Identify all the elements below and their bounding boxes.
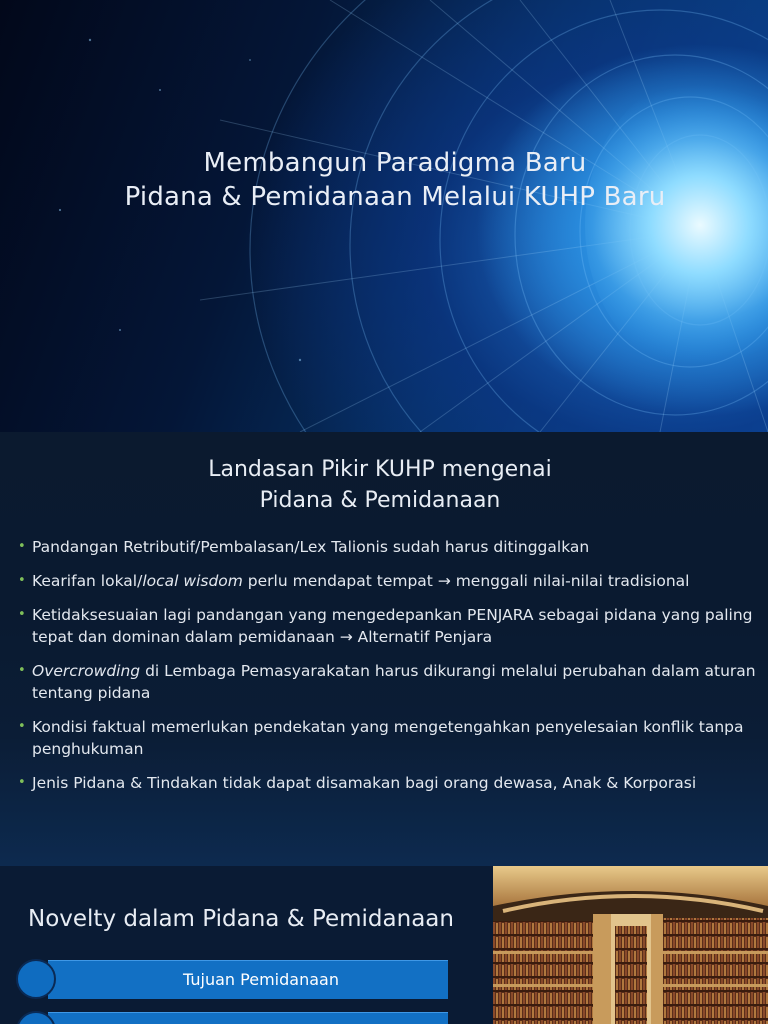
bullet-item (18, 604, 758, 648)
bullet-text: Jenis Pidana & Tindakan tidak dapat disamakan bagi orang dewasa, Anak & Korporasi (32, 774, 697, 792)
novelty-item-tujuan[interactable] (48, 960, 448, 999)
library-bookshelf-image (493, 866, 768, 1024)
slide-landasan-pikir (0, 432, 768, 866)
bullet-text: di Lembaga Pemasyarakatan harus dikurangi melalui perubahan dalam aturan tentang pidana (32, 662, 756, 702)
bullet-italic-text: Overcrowding (32, 662, 141, 680)
slide-novelty (0, 866, 768, 1024)
novelty-item-next[interactable] (48, 1012, 448, 1024)
bullet-list (18, 536, 758, 806)
title-line-1: Membangun Paradigma Baru (203, 148, 587, 178)
slide2-heading-line-2: Pidana & Pemidanaan (259, 488, 501, 513)
bullet-item (18, 716, 758, 760)
novelty-item-label: Tujuan Pemidanaan (183, 970, 339, 989)
tunnel-background-graphic (0, 0, 768, 432)
bullet-item (18, 536, 758, 558)
bullet-text: Kearifan lokal/ (32, 572, 143, 590)
bullet-item (18, 660, 758, 704)
slide3-heading: Novelty dalam Pidana & Pemidanaan (28, 906, 454, 932)
bullet-text: Kondisi faktual memerlukan pendekatan yang mengetengahkan penyelesaian konflik tanpa penghukuman (32, 718, 744, 758)
slide-title (0, 0, 768, 432)
bullet-item (18, 570, 758, 592)
slide2-heading-line-1: Landasan Pikir KUHP mengenai (208, 457, 552, 482)
bullet-text: Pandangan Retributif/Pembalasan/Lex Talionis sudah harus ditinggalkan (32, 538, 590, 556)
bullet-text: Ketidaksesuaian lagi pandangan yang mengedepankan PENJARA sebagai pidana yang paling tepat dan dominan dalam pemidanaan → Alternatif Penjara (32, 606, 753, 646)
bullet-italic-text: local wisdom (142, 572, 243, 590)
slide-title-heading (0, 146, 768, 214)
circle-marker-icon (16, 959, 56, 999)
slide2-heading (0, 454, 760, 516)
title-line-2: Pidana & Pemidanaan Melalui KUHP Baru (124, 182, 666, 212)
bullet-text: perlu mendapat tempat → menggali nilai-nilai tradisional (242, 572, 690, 590)
bullet-item (18, 772, 758, 794)
